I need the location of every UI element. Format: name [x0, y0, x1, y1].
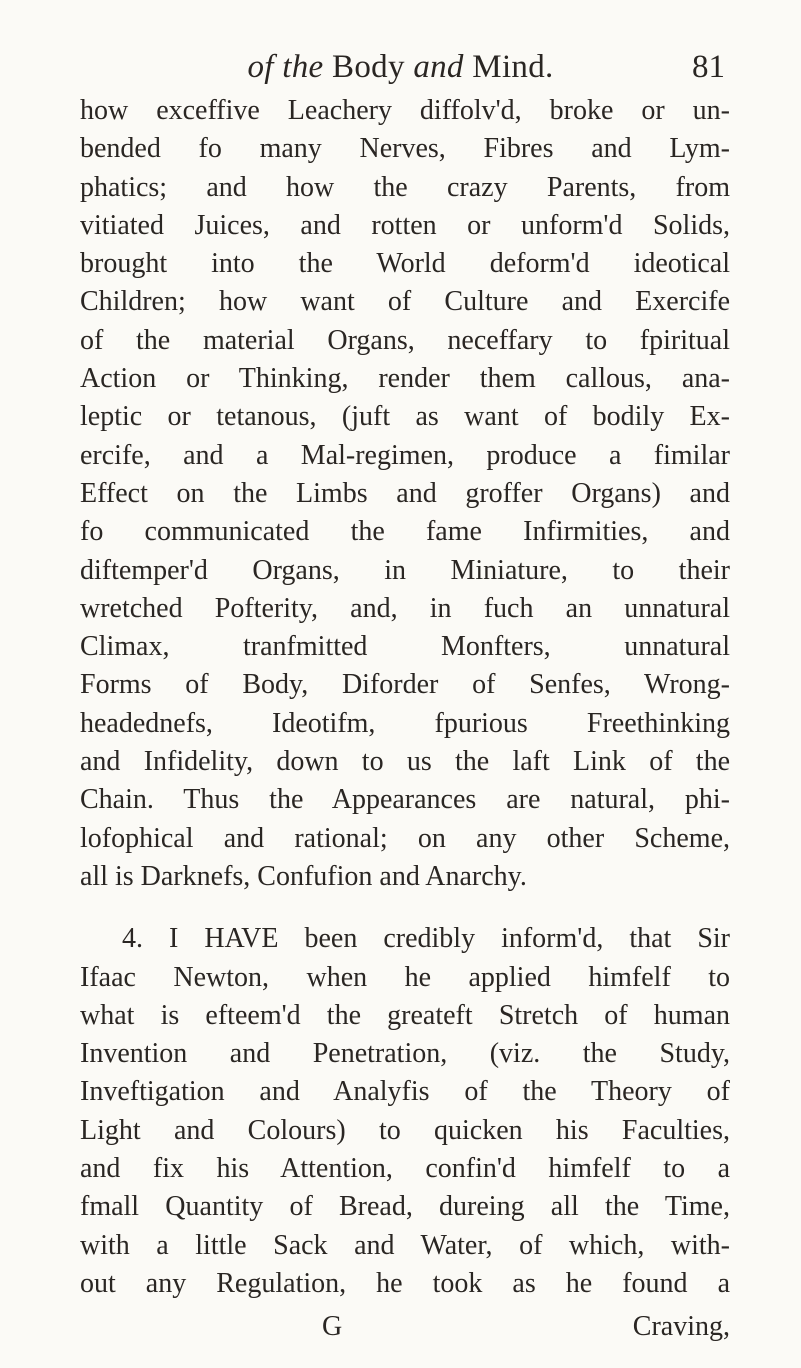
- text-line: Action or Thinking, render them callous, ana-: [80, 363, 730, 395]
- text-line: fmall Quantity of Bread, dureing all the Time,: [80, 1191, 730, 1223]
- paragraph-2: [80, 920, 730, 1303]
- running-title: [0, 42, 801, 92]
- text-line: 4. I HAVE been credibly inform'd, that Sir: [122, 923, 730, 955]
- text-line: and fix his Attention, confin'd himfelf to a: [80, 1153, 730, 1185]
- text-line: out any Regulation, he took as he found a: [80, 1267, 730, 1299]
- text-line: diftemper'd Organs, in Miniature, to their: [80, 554, 730, 586]
- page-footer: [80, 1307, 730, 1347]
- running-header: [0, 42, 801, 92]
- paragraph-1: [80, 92, 730, 896]
- text-line: ercife, and a Mal-regimen, produce a fimilar: [80, 439, 730, 471]
- text-line: Chain. Thus the Appearances are natural, phi-: [80, 784, 730, 816]
- text-line: headednefs, Ideotifm, fpurious Freethinking: [80, 707, 730, 739]
- text-line: all is Darknefs, Confufion and Anarchy.: [80, 860, 527, 892]
- title-and: and: [413, 49, 464, 85]
- text-line: lofophical and rational; on any other Scheme,: [80, 822, 730, 854]
- title-prefix: of the: [247, 49, 324, 85]
- text-line: Invention and Penetration, (viz. the Study,: [80, 1038, 730, 1070]
- text-line: and Infidelity, down to us the laft Link of the: [80, 746, 730, 778]
- text-line: wretched Pofterity, and, in fuch an unnatural: [80, 592, 730, 624]
- text-line: Inveftigation and Analyfis of the Theory of: [80, 1076, 730, 1108]
- title-end: Mind.: [472, 49, 554, 85]
- text-line: Children; how want of Culture and Exercife: [80, 286, 730, 318]
- text-line: Forms of Body, Diforder of Senfes, Wrong-: [80, 669, 730, 701]
- catchword: Craving,: [632, 1311, 730, 1342]
- text-line: bended fo many Nerves, Fibres and Lym-: [80, 133, 730, 165]
- text-line: Light and Colours) to quicken his Faculties,: [80, 1114, 730, 1146]
- text-line: what is efteem'd the greateft Stretch of human: [80, 999, 730, 1031]
- text-line: brought into the World deform'd ideotical: [80, 248, 730, 280]
- title-main: Body: [332, 49, 405, 85]
- page-number: 81: [692, 49, 725, 85]
- text-line: leptic or tetanous, (juft as want of bodily Ex-: [80, 401, 730, 433]
- paragraph-gap: [80, 896, 730, 920]
- text-line: Ifaac Newton, when he applied himfelf to: [80, 961, 730, 993]
- text-line: Climax, tranfmitted Monfters, unnatural: [80, 631, 730, 663]
- body-text: [80, 92, 730, 1303]
- text-line: with a little Sack and Water, of which, with-: [80, 1229, 730, 1261]
- text-line: vitiated Juices, and rotten or unform'd Solids,: [80, 209, 730, 241]
- text-line: phatics; and how the crazy Parents, from: [80, 171, 730, 203]
- text-line: fo communicated the fame Infirmities, and: [80, 516, 730, 548]
- signature-mark: G: [322, 1311, 343, 1342]
- text-line: how exceffive Leachery diffolv'd, broke or un-: [80, 95, 730, 126]
- text-line: of the material Organs, neceffary to fpiritual: [80, 324, 730, 356]
- text-line: Effect on the Limbs and groffer Organs) and: [80, 477, 730, 509]
